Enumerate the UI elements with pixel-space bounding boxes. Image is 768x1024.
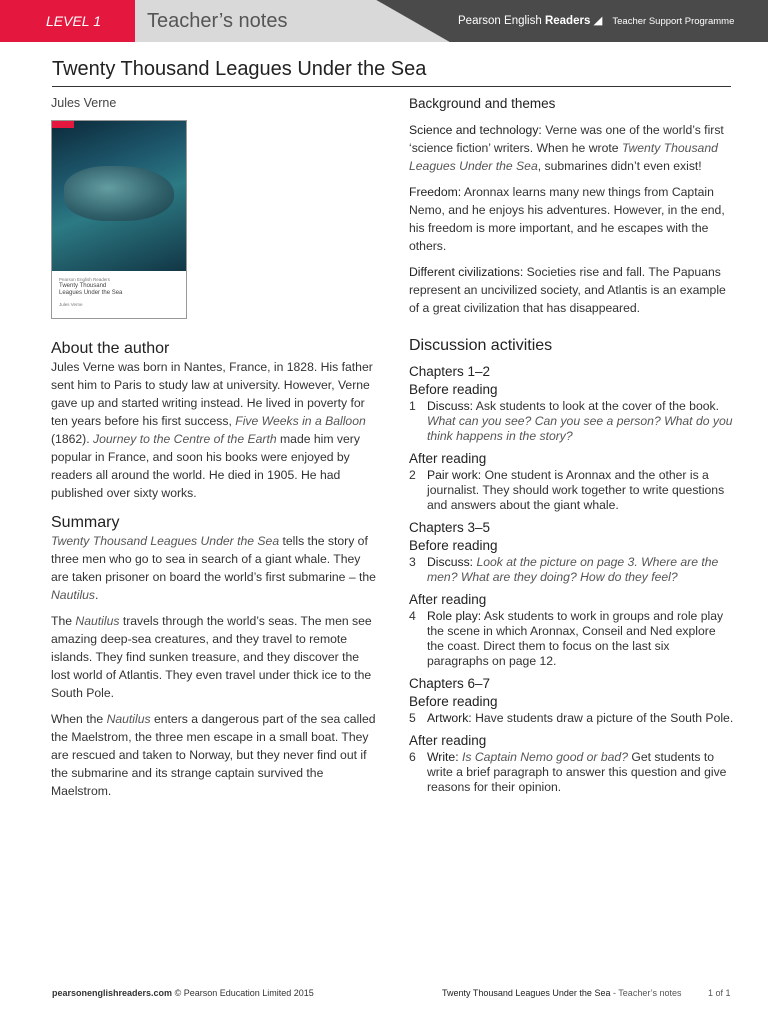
summary-heading: Summary — [51, 514, 120, 531]
brand-prefix: Pearson English — [458, 15, 545, 27]
book-cover-image — [51, 120, 187, 319]
brand-bold: Readers — [544, 15, 591, 27]
theme-freedom: Freedom: Aronnax learns many new things from Captain Nemo, and he enjoys his adventures. However, in the end, his freedom is more important, and he escapes with the others. — [409, 185, 725, 253]
cover-title-1: Twenty Thousand — [59, 283, 107, 289]
cover-text — [59, 276, 122, 308]
brand — [458, 0, 734, 42]
submarine-illustration — [64, 166, 174, 221]
cover-title-2: Leagues Under the Sea — [59, 290, 123, 296]
activity-2: 2 Pair work: One student is Aronnax and the other is a journalist. They should work together to write questions and answers about the giant whale. — [409, 468, 725, 512]
after-reading-3: After reading — [409, 733, 487, 748]
activity-6: 6 Write: Is Captain Nemo good or bad? Get students to write a brief paragraph to answer this question and give reasons for their opinion. — [409, 750, 727, 794]
right-column — [409, 95, 734, 799]
footer-copyright: © Pearson Education Limited 2015 — [174, 988, 314, 998]
cover-level-tab — [52, 121, 74, 128]
footer-doc-suffix: - Teacher’s notes — [612, 988, 682, 998]
discussion-heading: Discussion activities — [409, 337, 553, 354]
background-heading: Background and themes — [409, 96, 556, 111]
about-paragraph: Jules Verne was born in Nantes, France, in 1828. His father sent him to Paris to study law at university. However, Verne gave up and started writing instead. He lived in poverty for ten years before his first success, Five Weeks in a Balloon (1862). Journey to the Centre of the Earth made him very popular in France, and soon his books were enjoyed by readers all around the world. He died in 1905. He had published over sixty works. — [51, 360, 373, 500]
activity-1: 1 Discuss: Ask students to look at the cover of the book. What can you see? Can you see a person? What do you think happens in the story? — [409, 399, 733, 443]
programme-label: Teacher Support Programme — [612, 16, 735, 27]
chapters-1-2: Chapters 1–2 — [409, 364, 491, 379]
summary-paragraph-1: Twenty Thousand Leagues Under the Sea tells the story of three men who go to sea in search of a giant whale. They are taken prisoner on board the world’s first submarine – the Nautilus. — [51, 534, 376, 602]
brand-mark-icon: ◢ — [590, 15, 603, 27]
before-reading-1: Before reading — [409, 382, 498, 397]
title-rule — [52, 86, 731, 87]
after-reading-2: After reading — [409, 592, 487, 607]
chapters-3-5: Chapters 3–5 — [409, 520, 491, 535]
about-heading: About the author — [51, 340, 170, 357]
summary-paragraph-3: When the Nautilus enters a dangerous part of the sea called the Maelstrom, the three men escape in a small boat. They are rescued and taken to Norway, but they never find out if the submarine and its strange captain survived the Maelstrom. — [51, 712, 376, 798]
cover-author: Jules Verne — [59, 302, 83, 307]
level-badge: LEVEL 1 — [0, 0, 135, 42]
page-title: Twenty Thousand Leagues Under the Sea — [52, 58, 427, 80]
summary-paragraph-2: The Nautilus travels through the world’s seas. The men see amazing deep-sea creatures, and they travel to remote islands. They find sunken treasure, and they discover the lost world of Atlantis. They even travel under thick ice to the South Pole. — [51, 614, 372, 700]
footer-left — [52, 988, 314, 998]
cover-series: Pearson English Readers — [59, 277, 111, 282]
theme-science: Science and technology: Verne was one of the world’s first ‘science fiction’ writers. When he wrote Twenty Thousand Leagues Under the Sea, submarines didn’t even exist! — [409, 123, 724, 173]
chapters-6-7: Chapters 6–7 — [409, 676, 491, 691]
activity-3: 3 Discuss: Look at the picture on page 3. Where are the men? What are they doing? How do they feel? — [409, 555, 719, 584]
footer-doc-title: Twenty Thousand Leagues Under the Sea — [442, 988, 611, 998]
section-label: Teacher’s notes — [147, 10, 288, 32]
page-number: 1 of 1 — [708, 988, 731, 998]
footer-site-link[interactable]: pearsonenglishreaders.com — [52, 988, 173, 998]
author-name: Jules Verne — [51, 96, 117, 110]
before-reading-2: Before reading — [409, 538, 498, 553]
activity-4: 4 Role play: Ask students to work in groups and role play the scene in which Aronnax, Conseil and Ned explore the coast. Direct them to focus on the last six paragraphs on page 12. — [409, 609, 724, 668]
footer-right — [442, 988, 682, 998]
theme-civilizations: Different civilizations: Societies rise and fall. The Papuans represent an uncivilized society, and Atlantis is an example of a great civilization that has disappeared. — [409, 265, 726, 315]
after-reading-1: After reading — [409, 451, 487, 466]
left-column — [51, 340, 376, 808]
before-reading-3: Before reading — [409, 694, 498, 709]
activity-5: 5 Artwork: Have students draw a picture of the South Pole. — [409, 711, 734, 725]
